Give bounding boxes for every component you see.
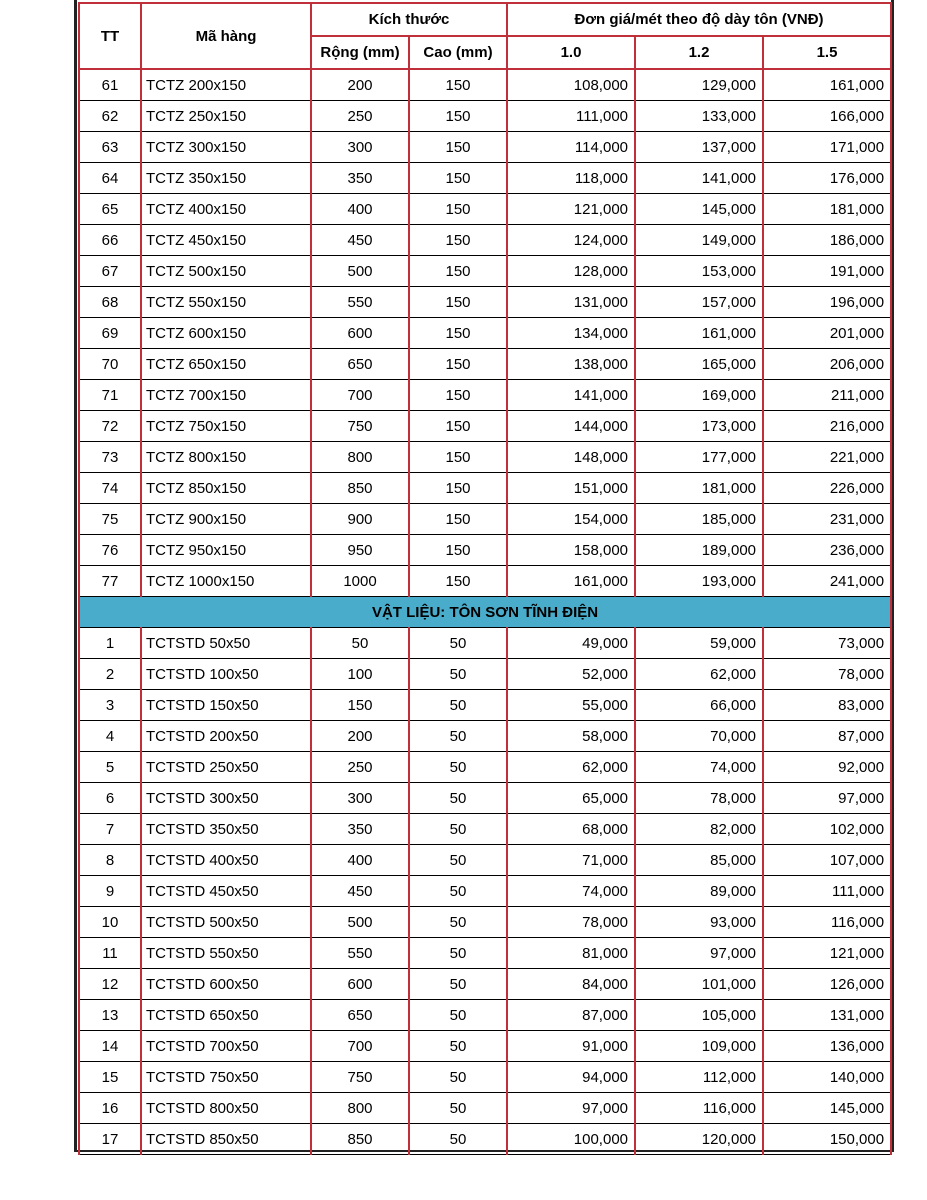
cell-price-1-2: 141,000 — [635, 163, 763, 194]
cell-tt: 66 — [79, 225, 141, 256]
table-row — [79, 628, 891, 659]
cell-price-1-0: 161,000 — [507, 566, 635, 597]
cell-tt: 77 — [79, 566, 141, 597]
cell-price-1-0: 124,000 — [507, 225, 635, 256]
table-row — [79, 659, 891, 690]
cell-price-1-5: 78,000 — [763, 659, 891, 690]
table-row — [79, 1031, 891, 1062]
cell-price-1-5: 201,000 — [763, 318, 891, 349]
cell-price-1-5: 166,000 — [763, 101, 891, 132]
cell-price-1-2: 74,000 — [635, 752, 763, 783]
cell-cao: 150 — [409, 69, 507, 101]
cell-rong: 250 — [311, 101, 409, 132]
cell-price-1-2: 89,000 — [635, 876, 763, 907]
cell-rong: 300 — [311, 783, 409, 814]
table-row — [79, 442, 891, 473]
cell-cao: 150 — [409, 411, 507, 442]
cell-cao: 50 — [409, 1093, 507, 1124]
cell-price-1-2: 109,000 — [635, 1031, 763, 1062]
cell-price-1-5: 186,000 — [763, 225, 891, 256]
cell-price-1-2: 85,000 — [635, 845, 763, 876]
cell-tt: 61 — [79, 69, 141, 101]
header-cao: Cao (mm) — [409, 36, 507, 69]
cell-ma-hang: TCTZ 850x150 — [141, 473, 311, 504]
cell-ma-hang: TCTSTD 550x50 — [141, 938, 311, 969]
cell-cao: 150 — [409, 442, 507, 473]
table-row — [79, 1000, 891, 1031]
cell-cao: 50 — [409, 907, 507, 938]
cell-ma-hang: TCTSTD 700x50 — [141, 1031, 311, 1062]
cell-tt: 71 — [79, 380, 141, 411]
cell-cao: 150 — [409, 535, 507, 566]
cell-rong: 850 — [311, 1124, 409, 1155]
cell-rong: 950 — [311, 535, 409, 566]
cell-price-1-0: 84,000 — [507, 969, 635, 1000]
cell-price-1-5: 150,000 — [763, 1124, 891, 1155]
cell-ma-hang: TCTSTD 500x50 — [141, 907, 311, 938]
cell-price-1-5: 97,000 — [763, 783, 891, 814]
cell-rong: 200 — [311, 69, 409, 101]
cell-price-1-5: 221,000 — [763, 442, 891, 473]
cell-price-1-5: 226,000 — [763, 473, 891, 504]
header-thickness-1: 1.0 — [507, 36, 635, 69]
table-row — [79, 721, 891, 752]
cell-price-1-5: 102,000 — [763, 814, 891, 845]
cell-ma-hang: TCTSTD 250x50 — [141, 752, 311, 783]
cell-tt: 74 — [79, 473, 141, 504]
cell-rong: 300 — [311, 132, 409, 163]
cell-rong: 700 — [311, 380, 409, 411]
cell-price-1-5: 191,000 — [763, 256, 891, 287]
cell-tt: 12 — [79, 969, 141, 1000]
cell-price-1-5: 83,000 — [763, 690, 891, 721]
cell-ma-hang: TCTSTD 400x50 — [141, 845, 311, 876]
cell-price-1-2: 137,000 — [635, 132, 763, 163]
cell-rong: 750 — [311, 411, 409, 442]
cell-price-1-0: 55,000 — [507, 690, 635, 721]
cell-tt: 7 — [79, 814, 141, 845]
cell-rong: 500 — [311, 256, 409, 287]
cell-rong: 400 — [311, 845, 409, 876]
table-row — [79, 938, 891, 969]
cell-cao: 50 — [409, 659, 507, 690]
cell-price-1-0: 71,000 — [507, 845, 635, 876]
cell-price-1-5: 181,000 — [763, 194, 891, 225]
cell-tt: 72 — [79, 411, 141, 442]
cell-tt: 65 — [79, 194, 141, 225]
cell-tt: 10 — [79, 907, 141, 938]
cell-cao: 150 — [409, 132, 507, 163]
cell-tt: 76 — [79, 535, 141, 566]
cell-tt: 17 — [79, 1124, 141, 1155]
cell-tt: 5 — [79, 752, 141, 783]
cell-tt: 8 — [79, 845, 141, 876]
cell-ma-hang: TCTZ 700x150 — [141, 380, 311, 411]
cell-ma-hang: TCTZ 250x150 — [141, 101, 311, 132]
cell-rong: 900 — [311, 504, 409, 535]
cell-price-1-0: 154,000 — [507, 504, 635, 535]
cell-ma-hang: TCTZ 800x150 — [141, 442, 311, 473]
cell-price-1-2: 105,000 — [635, 1000, 763, 1031]
section-title: VẬT LIỆU: TÔN SƠN TĨNH ĐIỆN — [79, 597, 891, 628]
cell-ma-hang: TCTSTD 300x50 — [141, 783, 311, 814]
cell-tt: 14 — [79, 1031, 141, 1062]
cell-price-1-5: 126,000 — [763, 969, 891, 1000]
cell-price-1-5: 171,000 — [763, 132, 891, 163]
cell-cao: 50 — [409, 814, 507, 845]
cell-price-1-5: 206,000 — [763, 349, 891, 380]
cell-rong: 800 — [311, 442, 409, 473]
table-row — [79, 876, 891, 907]
cell-price-1-2: 66,000 — [635, 690, 763, 721]
cell-price-1-5: 145,000 — [763, 1093, 891, 1124]
cell-price-1-0: 144,000 — [507, 411, 635, 442]
cell-price-1-2: 70,000 — [635, 721, 763, 752]
header-tt: TT — [79, 3, 141, 69]
table-row — [79, 318, 891, 349]
cell-rong: 1000 — [311, 566, 409, 597]
cell-price-1-2: 149,000 — [635, 225, 763, 256]
cell-rong: 550 — [311, 287, 409, 318]
cell-tt: 16 — [79, 1093, 141, 1124]
table-row — [79, 287, 891, 318]
cell-price-1-0: 94,000 — [507, 1062, 635, 1093]
cell-price-1-0: 114,000 — [507, 132, 635, 163]
table-row — [79, 535, 891, 566]
cell-tt: 4 — [79, 721, 141, 752]
cell-cao: 150 — [409, 318, 507, 349]
cell-cao: 150 — [409, 566, 507, 597]
cell-price-1-0: 111,000 — [507, 101, 635, 132]
price-table — [78, 2, 892, 1155]
table-row — [79, 752, 891, 783]
cell-price-1-5: 121,000 — [763, 938, 891, 969]
table-row — [79, 566, 891, 597]
cell-price-1-0: 74,000 — [507, 876, 635, 907]
cell-price-1-2: 120,000 — [635, 1124, 763, 1155]
table-row — [79, 504, 891, 535]
cell-price-1-2: 153,000 — [635, 256, 763, 287]
cell-ma-hang: TCTZ 350x150 — [141, 163, 311, 194]
table-row — [79, 411, 891, 442]
cell-ma-hang: TCTZ 550x150 — [141, 287, 311, 318]
cell-tt: 1 — [79, 628, 141, 659]
cell-tt: 62 — [79, 101, 141, 132]
cell-cao: 50 — [409, 721, 507, 752]
cell-price-1-2: 116,000 — [635, 1093, 763, 1124]
cell-ma-hang: TCTSTD 850x50 — [141, 1124, 311, 1155]
cell-tt: 69 — [79, 318, 141, 349]
cell-cao: 150 — [409, 473, 507, 504]
cell-rong: 350 — [311, 163, 409, 194]
table-row — [79, 1124, 891, 1155]
cell-rong: 100 — [311, 659, 409, 690]
cell-price-1-2: 129,000 — [635, 69, 763, 101]
table-row — [79, 907, 891, 938]
cell-ma-hang: TCTSTD 100x50 — [141, 659, 311, 690]
cell-tt: 75 — [79, 504, 141, 535]
cell-price-1-0: 91,000 — [507, 1031, 635, 1062]
table-header — [79, 3, 891, 69]
cell-cao: 50 — [409, 1062, 507, 1093]
cell-rong: 600 — [311, 318, 409, 349]
cell-price-1-5: 107,000 — [763, 845, 891, 876]
cell-ma-hang: TCTZ 650x150 — [141, 349, 311, 380]
cell-price-1-0: 108,000 — [507, 69, 635, 101]
table-row — [79, 69, 891, 101]
table-row — [79, 380, 891, 411]
cell-price-1-0: 58,000 — [507, 721, 635, 752]
cell-rong: 650 — [311, 1000, 409, 1031]
cell-price-1-5: 116,000 — [763, 907, 891, 938]
cell-tt: 11 — [79, 938, 141, 969]
cell-price-1-5: 241,000 — [763, 566, 891, 597]
cell-ma-hang: TCTZ 450x150 — [141, 225, 311, 256]
cell-ma-hang: TCTSTD 750x50 — [141, 1062, 311, 1093]
cell-price-1-2: 193,000 — [635, 566, 763, 597]
cell-rong: 50 — [311, 628, 409, 659]
table-row — [79, 1062, 891, 1093]
cell-tt: 63 — [79, 132, 141, 163]
cell-ma-hang: TCTSTD 350x50 — [141, 814, 311, 845]
table-body — [79, 69, 891, 1155]
cell-price-1-0: 131,000 — [507, 287, 635, 318]
cell-price-1-0: 141,000 — [507, 380, 635, 411]
table-row — [79, 349, 891, 380]
header-ma-hang: Mã hàng — [141, 3, 311, 69]
cell-price-1-0: 62,000 — [507, 752, 635, 783]
cell-price-1-0: 78,000 — [507, 907, 635, 938]
cell-rong: 200 — [311, 721, 409, 752]
cell-price-1-0: 118,000 — [507, 163, 635, 194]
table-row — [79, 194, 891, 225]
cell-price-1-2: 169,000 — [635, 380, 763, 411]
cell-cao: 150 — [409, 225, 507, 256]
cell-ma-hang: TCTZ 500x150 — [141, 256, 311, 287]
cell-ma-hang: TCTZ 950x150 — [141, 535, 311, 566]
cell-tt: 15 — [79, 1062, 141, 1093]
cell-tt: 70 — [79, 349, 141, 380]
cell-price-1-0: 151,000 — [507, 473, 635, 504]
header-thickness-2: 1.2 — [635, 36, 763, 69]
cell-tt: 73 — [79, 442, 141, 473]
cell-ma-hang: TCTSTD 600x50 — [141, 969, 311, 1000]
cell-price-1-0: 52,000 — [507, 659, 635, 690]
cell-ma-hang: TCTZ 750x150 — [141, 411, 311, 442]
cell-price-1-2: 181,000 — [635, 473, 763, 504]
table-row — [79, 690, 891, 721]
cell-cao: 150 — [409, 504, 507, 535]
cell-price-1-2: 82,000 — [635, 814, 763, 845]
table-row — [79, 814, 891, 845]
cell-rong: 400 — [311, 194, 409, 225]
table-row — [79, 101, 891, 132]
cell-price-1-5: 161,000 — [763, 69, 891, 101]
cell-cao: 50 — [409, 690, 507, 721]
cell-ma-hang: TCTZ 300x150 — [141, 132, 311, 163]
cell-rong: 550 — [311, 938, 409, 969]
cell-tt: 2 — [79, 659, 141, 690]
cell-price-1-5: 92,000 — [763, 752, 891, 783]
cell-rong: 150 — [311, 690, 409, 721]
cell-cao: 50 — [409, 752, 507, 783]
table-row — [79, 473, 891, 504]
cell-price-1-5: 73,000 — [763, 628, 891, 659]
table-row — [79, 163, 891, 194]
cell-price-1-0: 128,000 — [507, 256, 635, 287]
cell-ma-hang: TCTSTD 50x50 — [141, 628, 311, 659]
cell-ma-hang: TCTZ 200x150 — [141, 69, 311, 101]
cell-rong: 600 — [311, 969, 409, 1000]
cell-rong: 800 — [311, 1093, 409, 1124]
cell-price-1-2: 157,000 — [635, 287, 763, 318]
cell-cao: 50 — [409, 969, 507, 1000]
cell-ma-hang: TCTZ 600x150 — [141, 318, 311, 349]
cell-price-1-2: 161,000 — [635, 318, 763, 349]
cell-rong: 450 — [311, 225, 409, 256]
cell-price-1-0: 158,000 — [507, 535, 635, 566]
cell-tt: 6 — [79, 783, 141, 814]
cell-price-1-0: 100,000 — [507, 1124, 635, 1155]
cell-price-1-2: 93,000 — [635, 907, 763, 938]
cell-price-1-2: 112,000 — [635, 1062, 763, 1093]
cell-ma-hang: TCTZ 1000x150 — [141, 566, 311, 597]
cell-rong: 500 — [311, 907, 409, 938]
cell-tt: 13 — [79, 1000, 141, 1031]
cell-price-1-2: 185,000 — [635, 504, 763, 535]
cell-price-1-5: 231,000 — [763, 504, 891, 535]
cell-price-1-2: 62,000 — [635, 659, 763, 690]
table-row — [79, 783, 891, 814]
cell-price-1-0: 68,000 — [507, 814, 635, 845]
cell-rong: 250 — [311, 752, 409, 783]
cell-price-1-2: 78,000 — [635, 783, 763, 814]
cell-price-1-0: 49,000 — [507, 628, 635, 659]
cell-price-1-0: 121,000 — [507, 194, 635, 225]
cell-price-1-2: 177,000 — [635, 442, 763, 473]
cell-tt: 9 — [79, 876, 141, 907]
cell-price-1-2: 133,000 — [635, 101, 763, 132]
cell-tt: 68 — [79, 287, 141, 318]
cell-ma-hang: TCTSTD 650x50 — [141, 1000, 311, 1031]
cell-price-1-0: 81,000 — [507, 938, 635, 969]
cell-price-1-2: 165,000 — [635, 349, 763, 380]
cell-price-1-0: 65,000 — [507, 783, 635, 814]
cell-rong: 650 — [311, 349, 409, 380]
cell-rong: 700 — [311, 1031, 409, 1062]
cell-price-1-0: 138,000 — [507, 349, 635, 380]
cell-price-1-2: 101,000 — [635, 969, 763, 1000]
cell-price-1-5: 131,000 — [763, 1000, 891, 1031]
cell-price-1-5: 140,000 — [763, 1062, 891, 1093]
cell-rong: 350 — [311, 814, 409, 845]
cell-price-1-0: 87,000 — [507, 1000, 635, 1031]
cell-price-1-5: 136,000 — [763, 1031, 891, 1062]
cell-cao: 150 — [409, 101, 507, 132]
cell-ma-hang: TCTSTD 150x50 — [141, 690, 311, 721]
table-row — [79, 225, 891, 256]
cell-cao: 50 — [409, 628, 507, 659]
cell-price-1-5: 216,000 — [763, 411, 891, 442]
cell-cao: 50 — [409, 1124, 507, 1155]
cell-cao: 150 — [409, 194, 507, 225]
cell-price-1-5: 211,000 — [763, 380, 891, 411]
cell-tt: 64 — [79, 163, 141, 194]
cell-price-1-5: 236,000 — [763, 535, 891, 566]
table-row — [79, 1093, 891, 1124]
cell-tt: 67 — [79, 256, 141, 287]
cell-rong: 750 — [311, 1062, 409, 1093]
cell-cao: 150 — [409, 287, 507, 318]
cell-cao: 50 — [409, 876, 507, 907]
cell-rong: 450 — [311, 876, 409, 907]
cell-price-1-2: 145,000 — [635, 194, 763, 225]
cell-cao: 150 — [409, 256, 507, 287]
cell-price-1-0: 134,000 — [507, 318, 635, 349]
cell-ma-hang: TCTZ 900x150 — [141, 504, 311, 535]
cell-price-1-5: 176,000 — [763, 163, 891, 194]
cell-price-1-0: 97,000 — [507, 1093, 635, 1124]
header-rong: Rộng (mm) — [311, 36, 409, 69]
cell-tt: 3 — [79, 690, 141, 721]
cell-cao: 50 — [409, 845, 507, 876]
cell-price-1-5: 111,000 — [763, 876, 891, 907]
table-row — [79, 845, 891, 876]
cell-cao: 50 — [409, 783, 507, 814]
cell-ma-hang: TCTSTD 800x50 — [141, 1093, 311, 1124]
cell-price-1-2: 59,000 — [635, 628, 763, 659]
cell-cao: 50 — [409, 938, 507, 969]
cell-price-1-2: 97,000 — [635, 938, 763, 969]
cell-price-1-5: 196,000 — [763, 287, 891, 318]
header-thickness-3: 1.5 — [763, 36, 891, 69]
cell-rong: 850 — [311, 473, 409, 504]
cell-ma-hang: TCTSTD 450x50 — [141, 876, 311, 907]
cell-ma-hang: TCTSTD 200x50 — [141, 721, 311, 752]
cell-ma-hang: TCTZ 400x150 — [141, 194, 311, 225]
cell-price-1-2: 189,000 — [635, 535, 763, 566]
table-row — [79, 969, 891, 1000]
cell-price-1-5: 87,000 — [763, 721, 891, 752]
cell-cao: 50 — [409, 1000, 507, 1031]
table-row — [79, 256, 891, 287]
cell-price-1-2: 173,000 — [635, 411, 763, 442]
cell-cao: 150 — [409, 163, 507, 194]
cell-cao: 150 — [409, 349, 507, 380]
section-row — [79, 597, 891, 628]
header-kich-thuoc: Kích thước — [311, 3, 507, 36]
cell-price-1-0: 148,000 — [507, 442, 635, 473]
cell-cao: 150 — [409, 380, 507, 411]
cell-cao: 50 — [409, 1031, 507, 1062]
header-don-gia: Đơn giá/mét theo độ dày tôn (VNĐ) — [507, 3, 891, 36]
table-row — [79, 132, 891, 163]
